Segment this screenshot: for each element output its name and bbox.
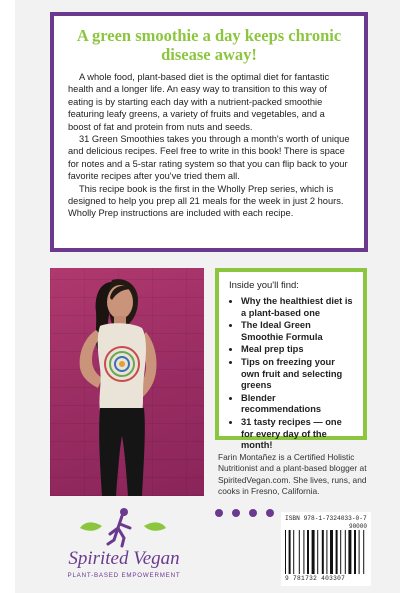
list-item: • Blender recommendations	[241, 393, 355, 416]
list-item: • 31 tasty recipes — one for every day of the month!	[241, 417, 355, 452]
author-photo-illustration	[50, 268, 204, 496]
description-paragraph-3: This recipe book is the first in the Wholly Prep series, which is designed to help you prep all 21 meals for the week in just 2 hours. Wholly Prep instructions are included with each recipe.	[68, 183, 344, 219]
description-paragraph-1: A whole food, plant-based diet is the optimal diet for fantastic health and a longer life. An easy way to transition to this way of eating is by starting each day with a nutrient-packed smoothie featuring leafy greens, a variety of fruits and vegetables, and a boost of fat and protein from nuts and seeds.	[68, 72, 330, 132]
isbn-text: ISBN 978-1-7324033-0-7	[285, 515, 367, 522]
inside-list	[229, 296, 355, 452]
list-item: • The Ideal Green Smoothie Formula	[241, 320, 355, 343]
list-item: • Tips on freezing your own fruit and selecting greens	[241, 357, 355, 392]
description-paragraph-2: 31 Green Smoothies takes you through a month's worth of unique and delicious recipes. Feel free to write in this book! There is space for notes and a 5-star rating system so that you can flip back to your favorite recipes after you've tried them all.	[68, 134, 350, 182]
dot-icon	[249, 509, 257, 517]
description-box	[50, 12, 368, 252]
headline: A green smoothie a day keeps chronic disease away!	[76, 26, 342, 64]
barcode-bars	[285, 530, 367, 574]
spirited-vegan-logo	[44, 504, 204, 582]
author-bio: Farin Montañez is a Certified Holistic Nutritionist and a plant-based blogger at SpiritedVegan.com. She lives, runs, and cooks in Fresno, California.	[218, 452, 367, 497]
barcode	[281, 512, 371, 586]
logo-tagline: PLANT-BASED EMPOWERMENT	[67, 572, 181, 579]
dot-icon	[266, 509, 274, 517]
decorative-dots	[215, 509, 285, 519]
inside-title: Inside you'll find:	[229, 280, 299, 291]
price-code: 90000	[348, 523, 367, 530]
author-photo	[50, 268, 204, 496]
logo-mark	[44, 504, 204, 582]
dot-icon	[215, 509, 223, 517]
list-item: • Meal prep tips	[241, 344, 355, 356]
list-item: • Why the healthiest diet is a plant-based one	[241, 296, 355, 319]
barcode-number: 9 781732 403307	[285, 575, 346, 582]
logo-name: Spirited Vegan	[68, 548, 180, 569]
dot-icon	[232, 509, 240, 517]
inside-box	[215, 268, 367, 451]
